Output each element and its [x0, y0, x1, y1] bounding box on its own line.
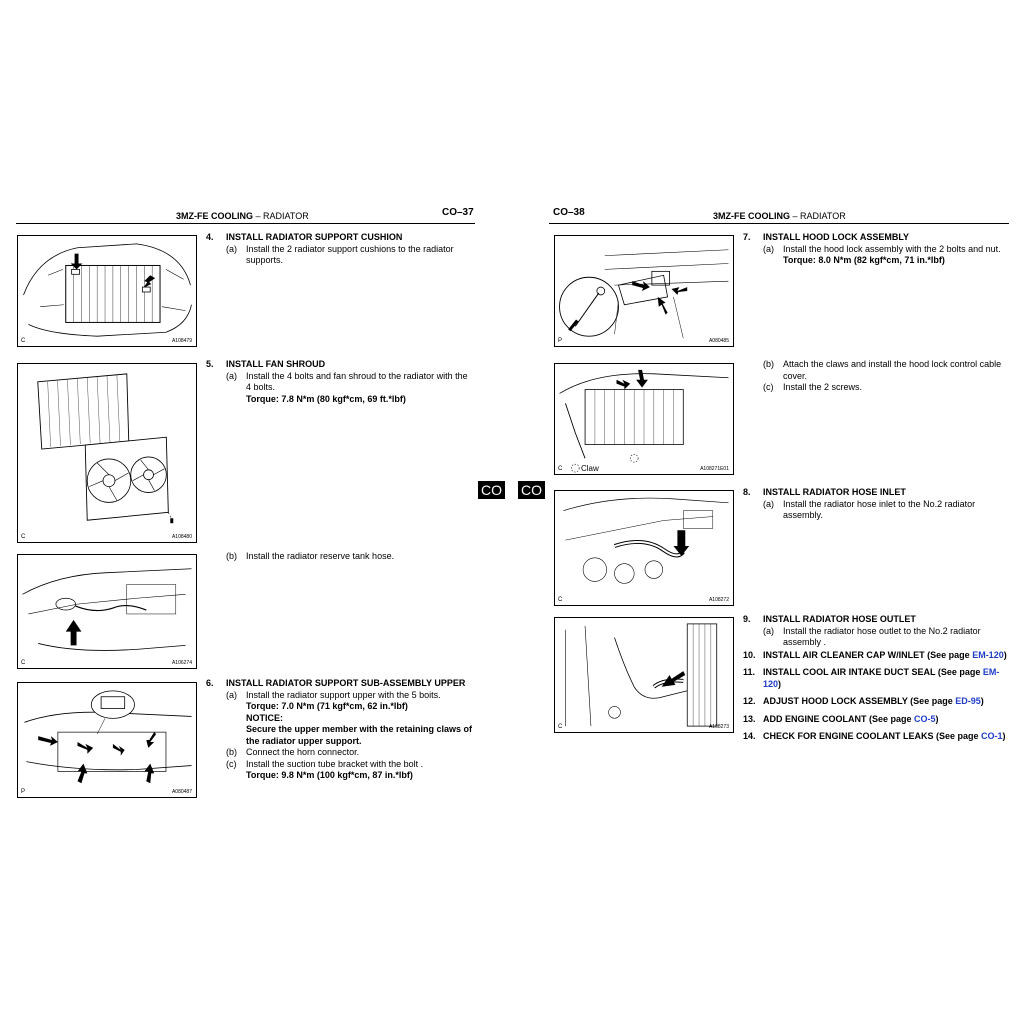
- notice-text: Secure the upper member with the retaining claws of the radiator upper support.: [246, 724, 473, 746]
- substep-letter: (b): [226, 747, 237, 757]
- step-title-end: ): [778, 678, 782, 689]
- right-page-number: CO–38: [553, 207, 585, 218]
- substep-text: Install the 4 bolts and fan shroud to the radiator with the 4 bolts.: [246, 370, 468, 392]
- right-header: [713, 211, 846, 221]
- figure-hood-lock-cable-cover: [554, 363, 734, 475]
- step-7bc: [743, 359, 1011, 394]
- page-link-ed-95[interactable]: ED-95: [955, 696, 981, 706]
- substep-letter: (a): [763, 625, 774, 636]
- substep-text: Install the radiator support upper with the 5 boits.: [246, 689, 441, 700]
- figure-id: A108271E01: [700, 466, 729, 472]
- page-link-co-5[interactable]: CO-5: [914, 713, 936, 724]
- step-7: [743, 232, 1011, 267]
- substep-text: Install the 2 screws.: [783, 382, 863, 392]
- torque-spec: Torque: 9.8 N*m (100 kgf*cm, 87 in.*lbf): [246, 770, 413, 780]
- figure-label: C: [558, 724, 563, 730]
- figure-label: C: [21, 660, 26, 666]
- page-link-em-120[interactable]: EM-120: [763, 667, 1000, 689]
- left-page-number: CO–37: [442, 207, 474, 218]
- figure-hood-lock: [554, 235, 734, 347]
- claw-legend: Claw: [581, 464, 599, 473]
- substep-text: Install the 2 radiator support cushions to the radiator supports.: [246, 243, 454, 265]
- torque-spec: Torque: 7.8 N*m (80 kgf*cm, 69 ft.*lbf): [246, 393, 406, 404]
- section-tab-right: CO: [518, 481, 545, 499]
- figure-radiator-hose-outlet: [554, 617, 734, 733]
- cable-cover-illustration: [555, 364, 733, 474]
- step-title: INSTALL RADIATOR HOSE INLET: [763, 487, 906, 497]
- figure-id: A106274: [171, 660, 192, 666]
- step-number: 13.: [743, 713, 756, 724]
- step-title: INSTALL HOOD LOCK ASSEMBLY: [763, 232, 910, 242]
- step-title: INSTALL RADIATOR SUPPORT CUSHION: [226, 232, 403, 242]
- fan-shroud-illustration: [18, 364, 196, 542]
- left-header: [176, 211, 309, 221]
- figure-id: A108273: [708, 724, 729, 730]
- step-number: 10.: [743, 649, 756, 660]
- step-title: INSTALL AIR CLEANER CAP W/INLET (See page: [763, 649, 973, 660]
- substep-text: Attach the claws and install the hood lock control cable cover.: [783, 359, 1002, 381]
- step-title: INSTALL RADIATOR HOSE OUTLET: [763, 614, 916, 624]
- substep-letter: (a): [226, 243, 237, 254]
- torque-spec: Torque: 7.0 N*m (71 kgf*cm, 62 in.*lbf): [246, 701, 408, 711]
- left-header-rule: [16, 223, 475, 224]
- step-number: 14.: [743, 731, 756, 741]
- substep-letter: (a): [226, 689, 237, 700]
- left-header-topic: RADIATOR: [263, 211, 309, 221]
- reserve-tank-illustration: [18, 555, 196, 668]
- section-tab-left: CO: [478, 481, 505, 499]
- figure-id: A080485: [708, 338, 729, 344]
- radiator-cushion-illustration: [18, 236, 196, 346]
- right-header-section: 3MZ-FE COOLING: [713, 211, 790, 221]
- substep-letter: (b): [226, 551, 237, 561]
- substep-letter: (a): [763, 243, 774, 254]
- step-9-to-14: [743, 614, 1011, 743]
- substep-letter: (b): [763, 359, 774, 369]
- figure-fan-shroud: [17, 363, 197, 543]
- substep-text: Connect the horn connector.: [246, 747, 360, 757]
- figure-id: A108479: [171, 338, 192, 344]
- substep-text: Install the radiator hose outlet to the No.2 radiator assembly .: [783, 625, 981, 647]
- step-number: 7.: [743, 232, 751, 242]
- figure-label: P: [558, 338, 563, 344]
- figure-label: C: [558, 597, 563, 603]
- step-5: [206, 359, 474, 405]
- page-link-co-1[interactable]: CO-1: [981, 731, 1003, 741]
- step-number: 6.: [206, 678, 214, 688]
- step-title: CHECK FOR ENGINE COOLANT LEAKS (See page: [763, 731, 982, 741]
- figure-id: A108480: [171, 534, 192, 540]
- left-header-section: 3MZ-FE COOLING: [176, 211, 253, 221]
- hose-outlet-illustration: [555, 618, 733, 732]
- step-title-end: ): [1003, 649, 1007, 660]
- figure-reserve-tank-hose: [17, 554, 197, 669]
- figure-radiator-support-upper: [17, 682, 197, 798]
- step-number: 12.: [743, 696, 756, 706]
- step-5b: [206, 551, 474, 563]
- step-title: INSTALL COOL AIR INTAKE DUCT SEAL (See page: [763, 667, 983, 677]
- substep-text: Install the hood lock assembly with the 2 bolts and nut.: [783, 243, 1001, 254]
- figure-radiator-hose-inlet: [554, 490, 734, 606]
- step-number: 8.: [743, 487, 751, 497]
- substep-letter: (c): [763, 382, 774, 392]
- figure-label: C: [21, 534, 26, 540]
- step-4: [206, 232, 474, 267]
- torque-spec: Torque: 8.0 N*m (82 kgf*cm, 71 in.*lbf): [783, 255, 945, 265]
- step-title: ADD ENGINE COOLANT (See page: [763, 713, 915, 724]
- step-title: INSTALL RADIATOR SUPPORT SUB-ASSEMBLY UPPER: [226, 678, 466, 688]
- substep-text: Install the suction tube bracket with the bolt .: [246, 758, 424, 769]
- notice-heading: NOTICE:: [246, 712, 283, 723]
- step-title: ADJUST HOOD LOCK ASSEMBLY (See page: [763, 696, 956, 706]
- page-link-em-120[interactable]: EM-120: [972, 649, 1004, 660]
- substep-letter: (a): [226, 370, 237, 381]
- figure-label: C: [21, 338, 26, 344]
- substep-text: Install the radiator reserve tank hose.: [246, 551, 395, 561]
- left-header-dash: –: [255, 211, 261, 221]
- figure-label: P: [21, 789, 26, 795]
- right-header-dash: –: [792, 211, 798, 221]
- step-title-end: ): [1002, 731, 1006, 741]
- step-number: 11.: [743, 667, 756, 677]
- right-header-topic: RADIATOR: [800, 211, 846, 221]
- figure-id: A080487: [171, 789, 192, 795]
- figure-radiator-support-cushion: [17, 235, 197, 347]
- step-number: 4.: [206, 232, 214, 242]
- substep-text: Install the radiator hose inlet to the No.2 radiator assembly.: [783, 498, 976, 520]
- step-title: INSTALL FAN SHROUD: [226, 359, 326, 369]
- step-6: [206, 678, 474, 782]
- right-header-rule: [549, 223, 1009, 224]
- substep-letter: (a): [763, 498, 774, 509]
- step-number: 5.: [206, 359, 214, 369]
- figure-id: A108272: [708, 597, 729, 603]
- step-title-end: ): [935, 713, 939, 724]
- hose-inlet-illustration: [555, 491, 733, 605]
- substep-letter: (c): [226, 758, 237, 769]
- figure-label: C: [558, 466, 563, 472]
- step-8: [743, 487, 1011, 522]
- support-upper-illustration: [18, 683, 196, 797]
- step-title-end: ): [980, 696, 984, 706]
- step-number: 9.: [743, 614, 751, 624]
- hood-lock-illustration: [555, 236, 733, 346]
